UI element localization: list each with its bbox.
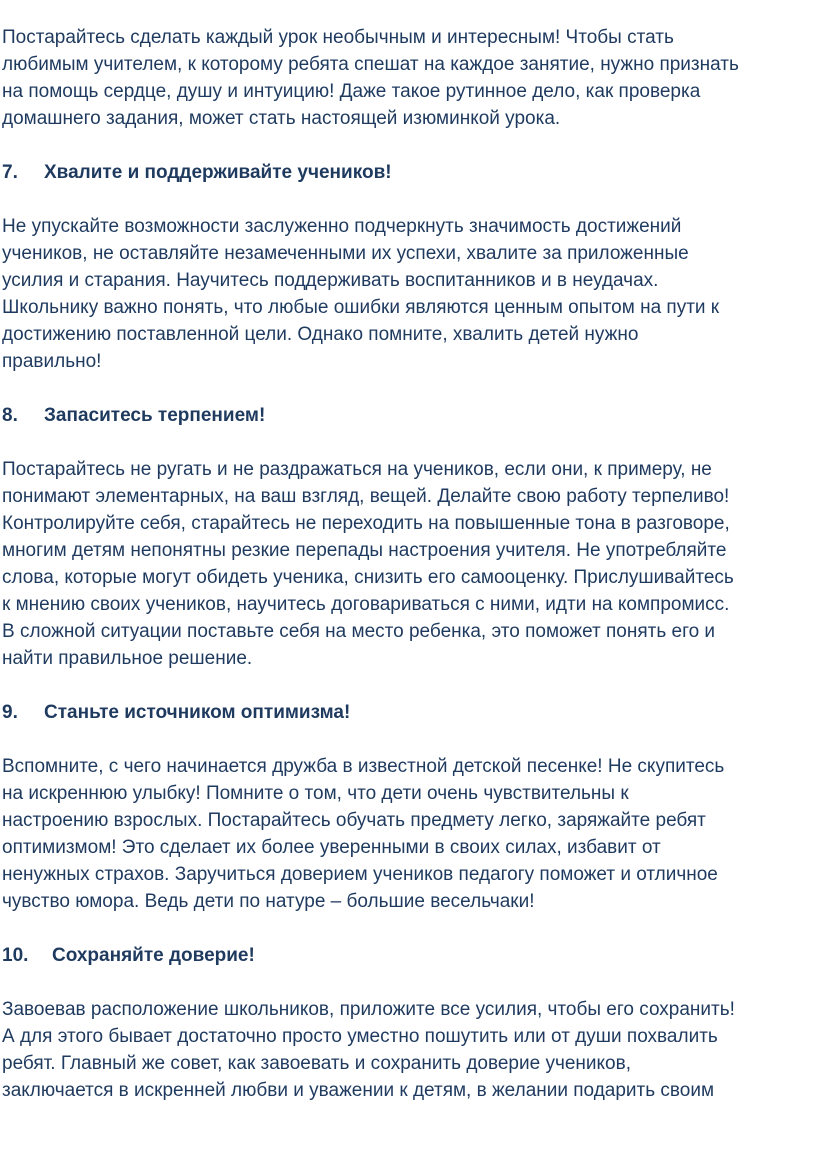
paragraph-line: правильно! — [2, 351, 102, 372]
paragraph-line: Постарайтесь не ругать и не раздражаться на учеников, если они, к примеру, не — [2, 459, 712, 480]
paragraph-line: любимым учителем, к которому ребята спешат на каждое занятие, нужно признать — [2, 54, 739, 75]
paragraph-line: усилия и старания. Научитесь поддерживать воспитанников и в неудачах. — [2, 270, 659, 291]
heading-number: 10. — [2, 945, 29, 966]
paragraph-line: ненужных страхов. Заручиться доверием учеников педагогу поможет и отличное — [2, 864, 718, 885]
paragraph-line: к мнению своих учеников, научитесь договариваться с ними, идти на компромисс. — [2, 594, 730, 615]
paragraph-line: Контролируйте себя, старайтесь не переходить на повышенные тона в разговоре, — [2, 513, 730, 534]
paragraph-line: Школьнику важно понять, что любые ошибки являются ценным опытом на пути к — [2, 297, 720, 318]
heading-number: 7. — [2, 162, 18, 183]
section-heading-7 — [2, 159, 814, 186]
intro-paragraph — [2, 24, 814, 132]
heading-number: 8. — [2, 405, 18, 426]
paragraph-line: Не упускайте возможности заслуженно подчеркнуть значимость достижений — [2, 216, 682, 237]
paragraph-line: многим детям непонятны резкие перепады настроения учителя. Не употребляйте — [2, 540, 727, 561]
section-heading-10 — [2, 942, 814, 969]
paragraph-line: понимают элементарных, на ваш взгляд, вещей. Делайте свою работу терпеливо! — [2, 486, 730, 507]
section-10-paragraph — [2, 996, 814, 1104]
paragraph-line: на искреннюю улыбку! Помните о том, что дети очень чувствительны к — [2, 783, 629, 804]
paragraph-line: найти правильное решение. — [2, 648, 253, 669]
heading-text: Хвалите и поддерживайте учеников! — [44, 162, 392, 183]
paragraph-line: на помощь сердце, душу и интуицию! Даже такое рутинное дело, как проверка — [2, 81, 701, 102]
paragraph-line: Постарайтесь сделать каждый урок необычным и интересным! Чтобы стать — [2, 27, 674, 48]
paragraph-line: слова, которые могут обидеть ученика, снизить его самооценку. Прислушивайтесь — [2, 567, 734, 588]
document-page — [2, 24, 814, 1104]
paragraph-line: ребят. Главный же совет, как завоевать и сохранить доверие учеников, — [2, 1053, 631, 1074]
heading-text: Сохраняйте доверие! — [52, 945, 255, 966]
section-heading-8 — [2, 402, 814, 429]
heading-text: Запаситесь терпением! — [44, 405, 266, 426]
paragraph-line: Вспомните, с чего начинается дружба в известной детской песенке! Не скупитесь — [2, 756, 725, 777]
paragraph-line: домашнего задания, может стать настоящей изюминкой урока. — [2, 108, 561, 129]
section-7-paragraph — [2, 213, 814, 375]
paragraph-line: А для этого бывает достаточно просто уместно пошутить или от души похвалить — [2, 1026, 718, 1047]
paragraph-line: достижению поставленной цели. Однако помните, хвалить детей нужно — [2, 324, 639, 345]
section-heading-9 — [2, 699, 814, 726]
paragraph-line: учеников, не оставляйте незамеченными их успехи, хвалите за приложенные — [2, 243, 689, 264]
paragraph-line: оптимизмом! Это сделает их более уверенными в своих силах, избавит от — [2, 837, 661, 858]
heading-text: Станьте источником оптимизма! — [44, 702, 351, 723]
heading-number: 9. — [2, 702, 18, 723]
section-8-paragraph — [2, 456, 814, 672]
paragraph-line: чувство юмора. Ведь дети по натуре – большие весельчаки! — [2, 891, 535, 912]
section-9-paragraph — [2, 753, 814, 915]
paragraph-line: заключается в искренней любви и уважении к детям, в желании подарить своим — [2, 1080, 715, 1101]
paragraph-line: настроению взрослых. Постарайтесь обучать предмету легко, заряжайте ребят — [2, 810, 706, 831]
paragraph-line: Завоевав расположение школьников, приложите все усилия, чтобы его сохранить! — [2, 999, 735, 1020]
paragraph-line: В сложной ситуации поставьте себя на место ребенка, это поможет понять его и — [2, 621, 716, 642]
